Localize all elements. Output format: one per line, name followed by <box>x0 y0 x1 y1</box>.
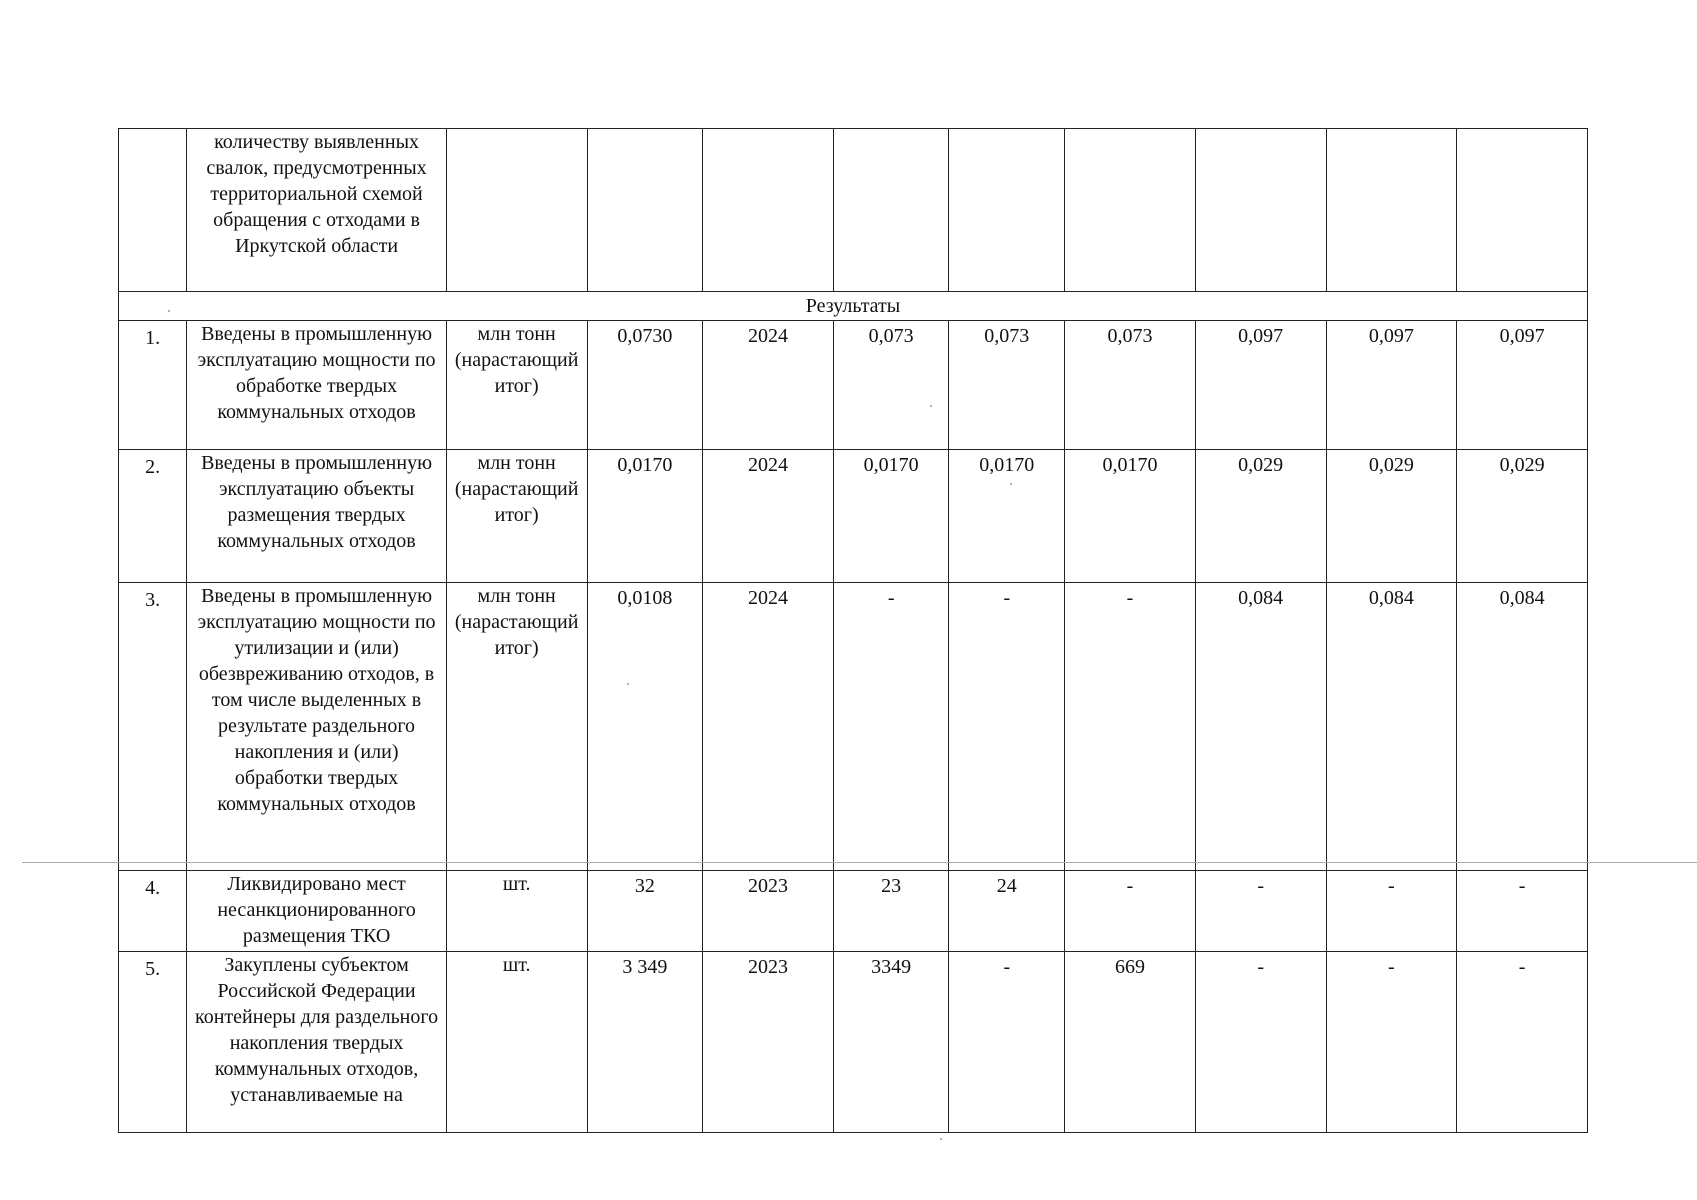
cell-value: 0,097 <box>1326 321 1457 450</box>
base-year: 2024 <box>703 450 834 583</box>
cell-value: 3349 <box>833 952 949 1133</box>
cell-value <box>949 129 1065 292</box>
base-value: 0,0170 <box>587 450 703 583</box>
cell-value: 0,084 <box>1326 583 1457 871</box>
cell-value <box>587 129 703 292</box>
table-row <box>119 952 1588 1133</box>
cell-value: 0,029 <box>1457 450 1588 583</box>
base-year: 2024 <box>703 583 834 871</box>
cell-value: 0,073 <box>949 321 1065 450</box>
cell-value <box>1195 129 1326 292</box>
cell-value: - <box>949 952 1065 1133</box>
base-year: 2023 <box>703 871 834 952</box>
cell-value: 0,097 <box>1195 321 1326 450</box>
cell-value: - <box>1326 871 1457 952</box>
row-unit <box>446 129 587 292</box>
base-value: 0,0108 <box>587 583 703 871</box>
table-row <box>119 871 1588 952</box>
cell-value: - <box>949 583 1065 871</box>
row-number: 3. <box>119 583 187 871</box>
cell-value: 24 <box>949 871 1065 952</box>
base-value: 0,0730 <box>587 321 703 450</box>
cell-value: 23 <box>833 871 949 952</box>
section-title: Результаты <box>119 292 1588 321</box>
row-description: Введены в промышленную эксплуатацию мощности по обработке твердых коммунальных отходов <box>187 321 446 450</box>
cell-value: 0,029 <box>1326 450 1457 583</box>
section-header-row <box>119 292 1588 321</box>
cell-value: - <box>1065 871 1196 952</box>
table-row <box>119 450 1588 583</box>
row-number <box>119 129 187 292</box>
cell-value: 0,073 <box>1065 321 1196 450</box>
cell-value: 0,073 <box>833 321 949 450</box>
cell-value: - <box>1457 871 1588 952</box>
cell-value: - <box>833 583 949 871</box>
row-unit: млн тонн (нарастающий итог) <box>446 450 587 583</box>
row-description: Введены в промышленную эксплуатацию мощности по утилизации и (или) обезвреживанию отходов, в том числе выделенных в результате раздельного накопления и (или) обработки твердых коммунальных отходов <box>187 583 446 871</box>
scan-fold-line <box>22 862 1697 863</box>
row-unit: млн тонн (нарастающий итог) <box>446 583 587 871</box>
cell-value <box>833 129 949 292</box>
row-description: Введены в промышленную эксплуатацию объекты размещения твердых коммунальных отходов <box>187 450 446 583</box>
cell-value: - <box>1457 952 1588 1133</box>
results-table <box>118 128 1588 1133</box>
table-row-continuation <box>119 129 1588 292</box>
cell-value: 669 <box>1065 952 1196 1133</box>
base-year: 2024 <box>703 321 834 450</box>
cell-value <box>1065 129 1196 292</box>
cell-value <box>1326 129 1457 292</box>
cell-value: - <box>1195 871 1326 952</box>
cell-value: 0,0170 <box>1065 450 1196 583</box>
row-number: 2. <box>119 450 187 583</box>
row-description: Закуплены субъектом Российской Федерации контейнеры для раздельного накопления твердых коммунальных отходов, устанавливаемые на <box>187 952 446 1133</box>
row-number: 4. <box>119 871 187 952</box>
table-row <box>119 321 1588 450</box>
cell-value <box>1457 129 1588 292</box>
cell-value: - <box>1065 583 1196 871</box>
base-value: 3 349 <box>587 952 703 1133</box>
row-number: 5. <box>119 952 187 1133</box>
row-description: Ликвидировано мест несанкционированного размещения ТКО <box>187 871 446 952</box>
cell-value: 0,097 <box>1457 321 1588 450</box>
scan-speck <box>627 683 629 685</box>
cell-value: 0,0170 <box>949 450 1065 583</box>
scan-speck <box>168 310 170 312</box>
row-number: 1. <box>119 321 187 450</box>
row-unit: шт. <box>446 952 587 1133</box>
base-value: 32 <box>587 871 703 952</box>
cell-value: - <box>1326 952 1457 1133</box>
row-unit: млн тонн (нарастающий итог) <box>446 321 587 450</box>
base-year: 2023 <box>703 952 834 1133</box>
cell-value: - <box>1195 952 1326 1133</box>
cell-value <box>703 129 834 292</box>
cell-value: 0,0170 <box>833 450 949 583</box>
row-unit: шт. <box>446 871 587 952</box>
scan-speck <box>940 1138 942 1140</box>
table-row <box>119 583 1588 871</box>
row-description: количеству выявленных свалок, предусмотренных территориальной схемой обращения с отходами в Иркутской области <box>187 129 446 292</box>
cell-value: 0,084 <box>1195 583 1326 871</box>
cell-value: 0,029 <box>1195 450 1326 583</box>
cell-value: 0,084 <box>1457 583 1588 871</box>
scan-speck <box>1010 483 1012 485</box>
scan-speck <box>930 405 932 407</box>
